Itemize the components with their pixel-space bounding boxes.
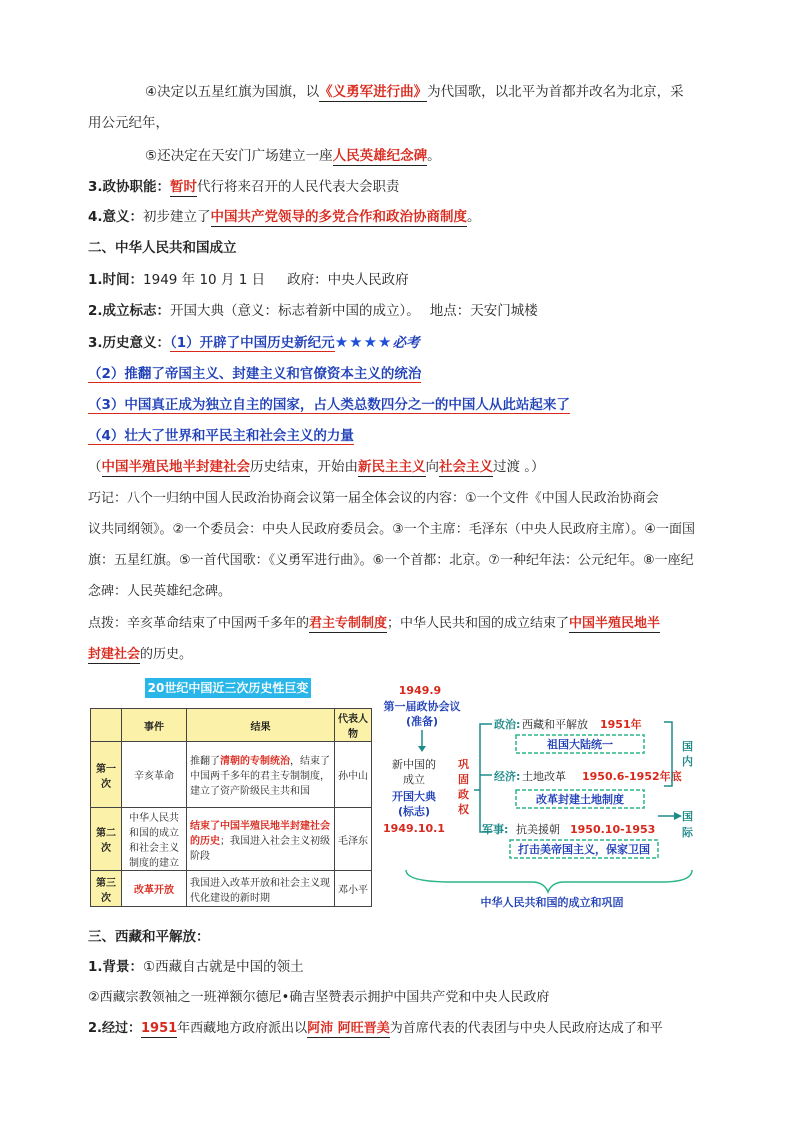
founding-label-2: 成立 xyxy=(403,773,425,786)
table-row: 第一次 辛亥革命 推翻了清朝的专制统治，结束了中国两千多年的君主专制制度，建立了资产阶级民主共和国 孙中山 xyxy=(91,742,372,808)
bottom-label: 中华人民共和国的成立和巩固 xyxy=(480,896,624,909)
star-icon: ★★★★ xyxy=(334,333,393,351)
note-line2: 封建社会的历史。 xyxy=(88,647,193,662)
box-unify-text: 祖国大陆统一 xyxy=(547,738,613,751)
prep-label: (准备) xyxy=(405,715,439,728)
meaning-line3: （3）中国真正成为独立自主的国家，占人类总数四分之一的中国人从此站起来了 xyxy=(88,397,570,413)
section2-title: 二、中华人民共和国成立 xyxy=(88,240,237,256)
ceremony-label: 开国大典 xyxy=(392,790,436,803)
table-header: 结果 xyxy=(187,709,335,742)
arrowhead xyxy=(418,746,426,752)
consolidate-char: 巩 xyxy=(458,758,469,771)
monument-highlight: 人民英雄纪念碑 xyxy=(332,148,428,164)
founding-label-1: 新中国的 xyxy=(392,758,436,771)
box-land-text: 改革封建土地制度 xyxy=(536,793,624,806)
trick-line4: 念碑：人民英雄纪念碑。 xyxy=(88,584,232,599)
history-table xyxy=(90,708,372,907)
meaning-line1: 3.历史意义：（1）开辟了中国历史新纪元★★★★必考 xyxy=(88,333,420,351)
meaning-line2: （2）推翻了帝国主义、封建主义和官僚资本主义的统治 xyxy=(88,366,422,382)
tibet-course: 2.经过：1951年西藏地方政府派出以阿沛 阿旺晋美为首席代表的代表团与中央人民政府达成了和平 xyxy=(88,1021,663,1036)
table-header xyxy=(91,709,122,742)
economy-years: 1950.6-1952年底 xyxy=(582,770,682,783)
box-resist-text: 打击美帝国主义，保家卫国 xyxy=(518,843,650,856)
trick-line1: 巧记：八个一归纳中国人民政治协商会议第一届全体会议的内容：①一个文件《中国人民政治协商会 xyxy=(88,491,659,506)
meaning-line5: （中国半殖民地半封建社会历史结束，开始由新民主主义向社会主义过渡 。） xyxy=(88,459,545,475)
item4-line2: 用公元纪年， xyxy=(88,115,169,131)
table-header: 事件 xyxy=(122,709,187,742)
cppcc-function: 3.政协职能：暂时代行将来召开的人民代表大会职责 xyxy=(88,179,400,195)
consolidation-diagram xyxy=(383,680,722,914)
anthem-highlight: 《义勇军进行曲》 xyxy=(319,84,428,100)
politics-year: 1951年 xyxy=(600,718,642,731)
politics-event: 西藏和平解放 xyxy=(522,718,588,731)
founding-mark: 2.成立标志：开国大典（意义：标志着新中国的成立）。 地点：天安门城楼 xyxy=(88,303,538,319)
item5-line: ⑤还决定在天安门广场建立一座人民英雄纪念碑。 xyxy=(145,148,441,164)
cppcc-label: 第一届政协会议 xyxy=(383,700,461,713)
military-years: 1950.10-1953 xyxy=(570,823,656,836)
trick-line3: 旗：五星红旗。⑤一首代国歌：《义勇军进行曲》。⑥一个首都：北京。⑦一种纪年法：公元纪年。⑧一座纪 xyxy=(88,553,694,568)
table-title: 20世纪中国近三次历史性巨变 xyxy=(145,678,311,698)
table-row: 第二次 中华人民共和国的成立和社会主义制度的建立 结束了中国半殖民地半封建社会的历史；我国进入社会主义初级阶段 毛泽东 xyxy=(91,808,372,871)
arrowhead xyxy=(674,812,682,820)
item4-line: ④决定以五星红旗为国旗，以《义勇军进行曲》为代国歌，以北平为首都并改名为北京，采 xyxy=(145,84,684,100)
intl-char: 际 xyxy=(682,826,693,839)
meaning-line4: （4）壮大了世界和平民主和社会主义的力量 xyxy=(88,428,354,444)
brace-line xyxy=(474,724,492,790)
consolidate-char: 政 xyxy=(458,788,469,801)
table-row: 第三次 改革开放 我国进入改革开放和社会主义现代化建设的新时期 邓小平 xyxy=(91,871,372,907)
mark-label: (标志) xyxy=(397,805,431,818)
date-1949-9: 1949.9 xyxy=(398,684,442,697)
economy-label: 经济: xyxy=(494,770,521,783)
cppcc-significance: 4.意义：初步建立了中国共产党领导的多党合作和政治协商制度。 xyxy=(88,209,481,225)
trick-line2: 议共同纲领》。②一个委员会：中央人民政府委员会。③一个主席：毛泽东（中央人民政府主席）。④一面国 xyxy=(88,522,695,537)
section3-title: 三、西藏和平解放： xyxy=(88,929,210,945)
domestic-char: 国 xyxy=(682,740,693,753)
bottom-brace xyxy=(406,870,692,892)
military-label: 军事: xyxy=(482,823,509,836)
note-line1: 点拨：辛亥革命结束了中国两千多年的君主专制制度；中华人民共和国的成立结束了中国半殖民地半 xyxy=(88,616,661,631)
politics-label: 政治: xyxy=(494,718,521,731)
consolidate-char: 权 xyxy=(458,803,469,816)
intl-char: 国 xyxy=(682,810,693,823)
tibet-background: 1.背景：①西藏自古就是中国的领土 xyxy=(88,959,304,975)
founding-time: 1.时间：1949 年 10 月 1 日 政府：中央人民政府 xyxy=(88,272,409,288)
table-header: 代表人物 xyxy=(335,709,372,742)
economy-event: 土地改革 xyxy=(522,770,566,783)
tibet-background-2: ②西藏宗教领袖之一班禅额尔德尼•确吉坚赞表示拥护中国共产党和中央人民政府 xyxy=(88,990,550,1005)
consolidate-char: 固 xyxy=(458,773,469,786)
date-1949-10-1: 1949.10.1 xyxy=(383,822,445,835)
domestic-char: 内 xyxy=(682,755,693,768)
military-event: 抗美援朝 xyxy=(516,823,560,836)
